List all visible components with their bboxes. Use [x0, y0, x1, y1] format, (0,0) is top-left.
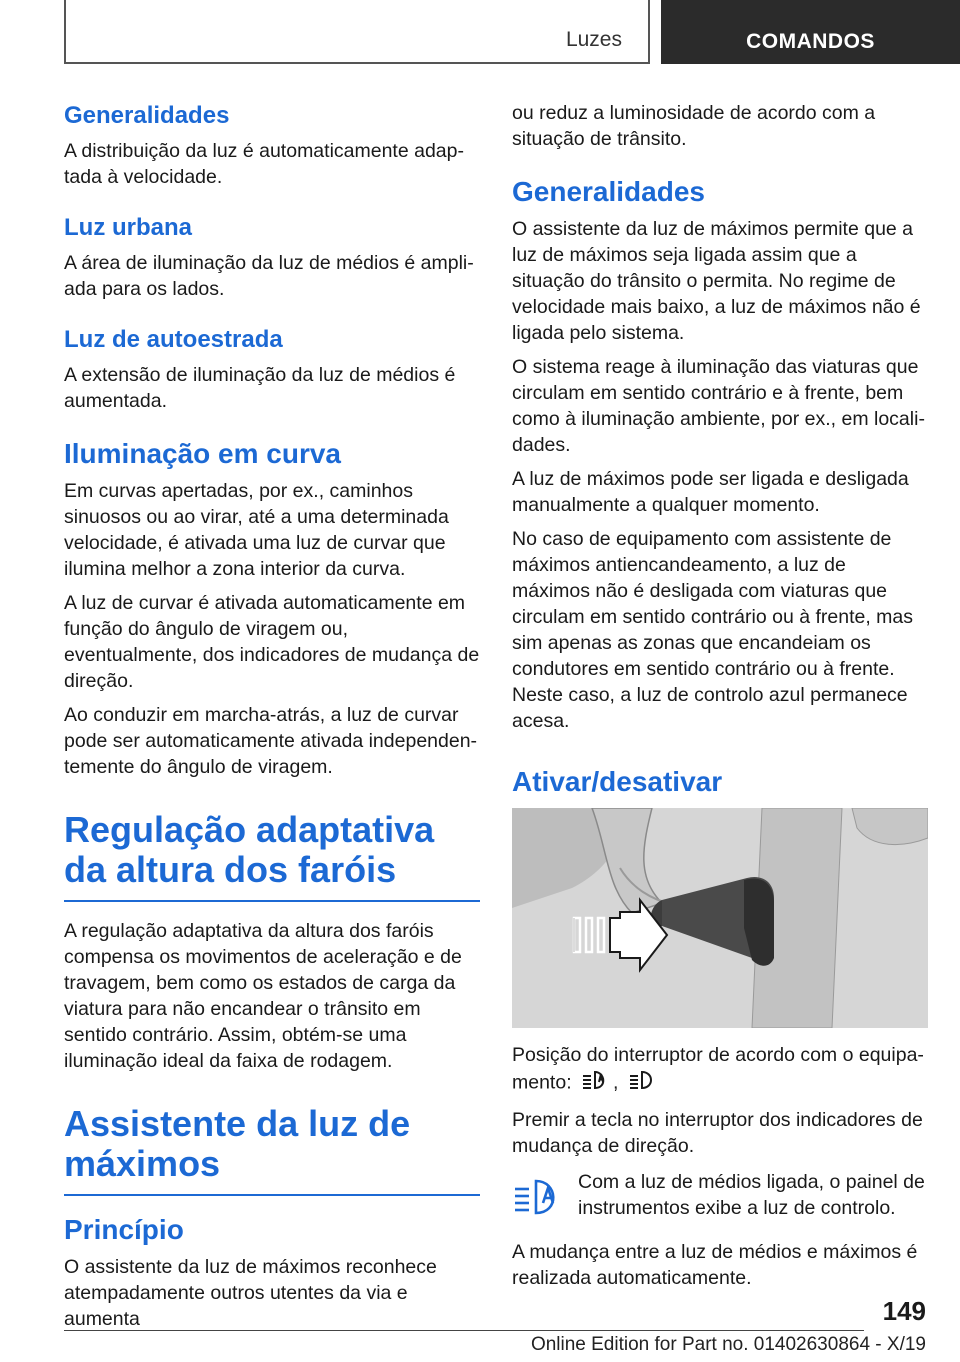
paragraph-luz-urbana: A área de iluminação da luz de médios é ampliada para os lados.: [64, 252, 474, 300]
paragraph-continuation: ou reduz a luminosidade de acordo com a situação de trânsito.: [512, 102, 876, 150]
paragraph-switch-position: Posição do interruptor de acordo com o equipamento: ,: [512, 1042, 928, 1099]
paragraph-note: Com a luz de médios ligada, o painel de instrumentos exibe a luz de controlo.: [578, 1171, 925, 1219]
page-number: 149: [882, 1296, 926, 1326]
paragraph-curva-3: Ao conduzir em marcha-atrás, a luz de curvar pode ser automaticamente ativada independentemente do ângulo de viragem.: [64, 704, 478, 778]
section-title: Luzes: [565, 28, 622, 51]
high-beam-assist-switch-icon: [581, 1068, 609, 1099]
paragraph-principio: O assistente da luz de máximos reconhece atempadamente outros utentes da via e aumenta: [64, 1256, 437, 1330]
heading-regulacao-adaptativa: Regulação adaptativa da altura dos faróis: [64, 810, 480, 902]
heading-iluminacao-curva: Iluminação em curva: [64, 438, 342, 469]
paragraph-regulacao: A regulação adaptativa da altura dos faróis compensa os movimentos de aceleração e de travagem, bem como os estados de carga da viatura para não encandear o trânsito em sentido contrário. Assim, obtém-se uma iluminação ideal da faixa de rodagem.: [64, 920, 462, 1072]
heading-luz-autoestrada: Luz de autoestrada: [64, 326, 283, 353]
paragraph-general-3: A luz de máximos pode ser ligada e desligada manualmente a qualquer momento.: [512, 468, 909, 516]
heading-generalidades-right: Generalidades: [512, 176, 705, 207]
heading-generalidades: Generalidades: [64, 102, 230, 129]
paragraph-curva-2: A luz de curvar é ativada automaticamente em função do ângulo de viragem ou, eventualmente, dos indicadores de mudança de direção.: [64, 592, 480, 692]
high-beam-assist-indicator-icon: [512, 1169, 578, 1229]
turn-signal-stalk-illustration: [512, 808, 928, 1028]
heading-ativar-desativar: Ativar/desativar: [512, 766, 723, 797]
paragraph-general-1: O assistente da luz de máximos permite que a luz de máximos seja ligada assim que a situação do trânsito o permita. No regime de velocidade mais baixo, a luz de máximos não é ligada pelo sistema.: [512, 218, 921, 344]
heading-principio: Princípio: [64, 1214, 184, 1245]
footer-rule: [64, 1330, 864, 1331]
right-column: [512, 100, 928, 1299]
high-beam-switch-icon: [628, 1068, 656, 1099]
paragraph-press-key: Premir a tecla no interruptor dos indicadores de mudança de direção.: [512, 1109, 923, 1157]
heading-assistente-maximos: Assistente da luz de máximos: [64, 1104, 480, 1196]
paragraph-general-4: No caso de equipamento com assistente de máximos antiencandeamento, a luz de máximos não é desligada com viaturas que circulam em sentido contrário ou à frente, mas sim apenas as zonas que encandeiam os condutores em sentido contrário ou à frente. Neste caso, a luz de controlo azul permanece acesa.: [512, 528, 914, 732]
indicator-note: [512, 1169, 928, 1229]
paragraph-curva-1: Em curvas apertadas, por ex., caminhos sinuosos ou ao virar, até a uma determinada velocidade, é ativada uma luz de curvar que ilumina melhor a zona interior da curva.: [64, 480, 449, 580]
left-column: [64, 100, 480, 1340]
paragraph-generalidades: A distribuição da luz é automaticamente adaptada à velocidade.: [64, 140, 464, 188]
paragraph-auto-switch: A mudança entre a luz de médios e máximos é realizada automaticamente.: [512, 1241, 918, 1289]
header-chapter-tab: [661, 0, 960, 64]
heading-luz-urbana: Luz urbana: [64, 214, 193, 241]
chapter-title: COMANDOS: [746, 30, 875, 53]
paragraph-luz-autoestrada: A extensão de iluminação da luz de médios é aumentada.: [64, 364, 456, 412]
header-section-tab: [64, 0, 650, 64]
paragraph-general-2: O sistema reage à iluminação das viaturas que circulam em sentido contrário e à frente, bem como à iluminação ambiente, por ex., em localidades.: [512, 356, 925, 456]
edition-info: Online Edition for Part no. 01402630864 - X/19: [530, 1334, 926, 1355]
